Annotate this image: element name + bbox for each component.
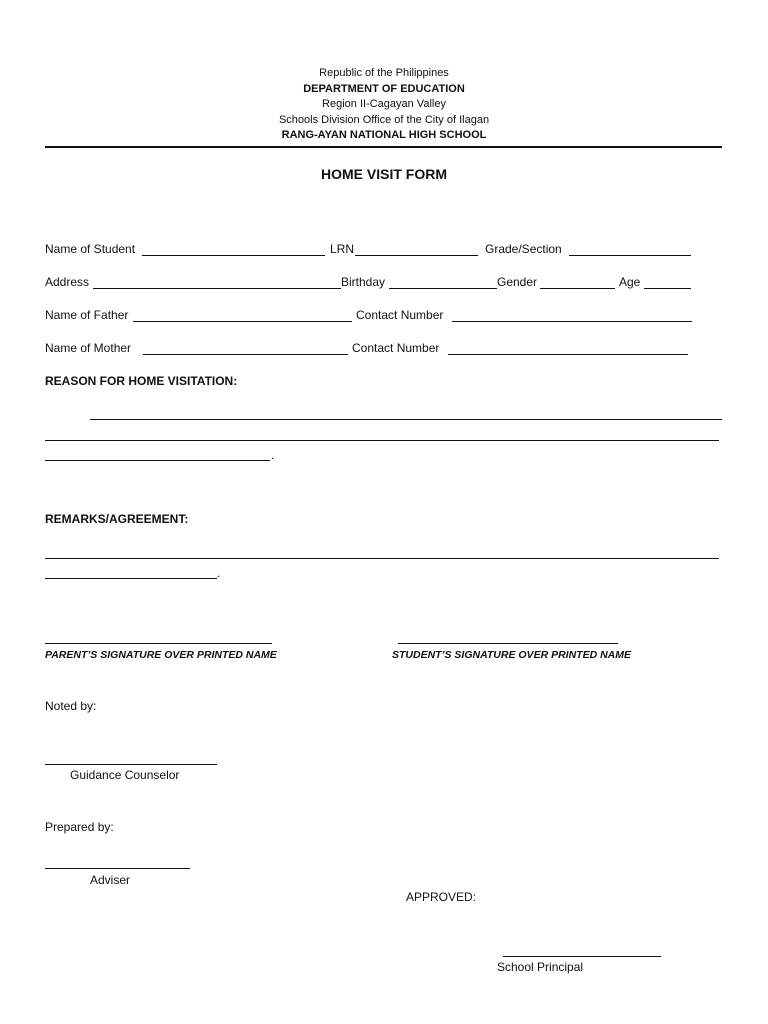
lrn-label: LRN	[330, 242, 355, 256]
region-line: Region II-Cagayan Valley	[322, 98, 446, 110]
age-line[interactable]	[644, 288, 691, 289]
remarks-line-1[interactable]	[45, 558, 719, 559]
father-name-line[interactable]	[133, 321, 352, 322]
grade-section-line[interactable]	[569, 255, 691, 256]
adviser-signature-line[interactable]	[45, 868, 190, 869]
age-label: Age	[619, 275, 641, 289]
adviser-label: Adviser	[90, 873, 131, 887]
student-name-line[interactable]	[142, 255, 325, 256]
letterhead	[0, 66, 768, 144]
reason-heading: REASON FOR HOME VISITATION:	[45, 374, 238, 388]
parent-signature-line[interactable]	[45, 643, 272, 644]
reason-end-period: .	[271, 448, 275, 462]
birthday-label: Birthday	[341, 275, 386, 289]
address-label: Address	[45, 275, 90, 289]
student-signature-line[interactable]	[398, 643, 618, 644]
division-line: Schools Division Office of the City of Ilagan	[278, 113, 490, 126]
remarks-heading: REMARKS/AGREEMENT:	[45, 512, 189, 526]
student-signature-caption: STUDENT’S SIGNATURE OVER PRINTED NAME	[392, 649, 631, 661]
father-contact-label: Contact Number	[356, 308, 444, 322]
parent-signature-caption: PARENT’S SIGNATURE OVER PRINTED NAME	[45, 649, 277, 661]
principal-signature-line[interactable]	[503, 956, 661, 957]
guidance-signature-line[interactable]	[45, 764, 217, 765]
father-contact-line[interactable]	[452, 321, 692, 322]
address-line[interactable]	[93, 288, 341, 289]
header-divider	[45, 146, 722, 148]
remarks-end-period: .	[217, 566, 221, 580]
father-name-label: Name of Father	[45, 308, 129, 322]
mother-name-label: Name of Mother	[45, 341, 132, 355]
department-line: DEPARTMENT OF EDUCATION	[303, 82, 465, 95]
form-title: HOME VISIT FORM	[321, 166, 447, 182]
reason-line-3[interactable]	[45, 460, 270, 461]
noted-by-label: Noted by:	[45, 699, 97, 713]
guidance-counselor-label: Guidance Counselor	[70, 768, 180, 782]
mother-contact-label: Contact Number	[352, 341, 440, 355]
prepared-by-label: Prepared by:	[45, 820, 114, 834]
approved-label: APPROVED:	[406, 890, 477, 904]
school-line: RANG-AYAN NATIONAL HIGH SCHOOL	[281, 129, 487, 141]
lrn-line[interactable]	[355, 255, 478, 256]
school-principal-label: School Principal	[497, 960, 584, 974]
mother-name-line[interactable]	[143, 354, 348, 355]
reason-line-2[interactable]	[45, 440, 719, 441]
country-line: Republic of the Philippines	[319, 67, 449, 79]
birthday-line[interactable]	[389, 288, 497, 289]
mother-contact-line[interactable]	[448, 354, 688, 355]
student-name-label: Name of Student	[45, 242, 136, 256]
reason-line-1[interactable]	[90, 419, 722, 420]
gender-label: Gender	[497, 275, 538, 289]
gender-line[interactable]	[540, 288, 615, 289]
grade-section-label: Grade/Section	[485, 242, 562, 256]
remarks-line-2[interactable]	[45, 578, 217, 579]
